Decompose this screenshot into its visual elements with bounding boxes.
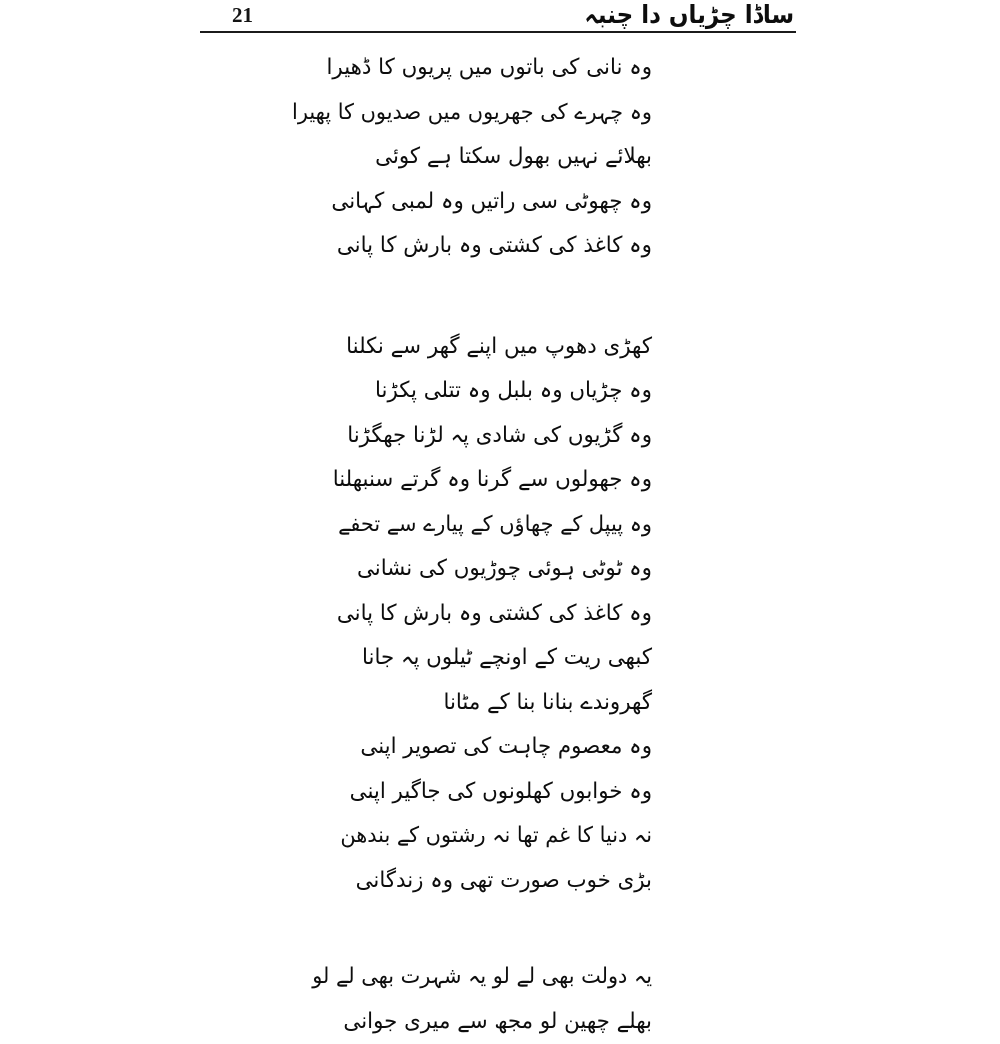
- verse-line: وہ پیپل کے چھاؤں کے پیارے سے تحفے: [20, 503, 652, 548]
- verse-line: وہ خوابوں کھلونوں کی جاگیر اپنی: [20, 770, 652, 815]
- verse-line: وہ نانی کی باتوں میں پریوں کا ڈھیرا: [20, 46, 652, 91]
- page-number: 21: [200, 5, 253, 26]
- verse-line: وہ چڑیاں وہ بلبل وہ تتلی پکڑنا: [20, 369, 652, 414]
- verse-line: بھلائے نہیں بھول سکتا ہے کوئی: [20, 135, 652, 180]
- verse-line: نہ دنیا کا غم تھا نہ رشتوں کے بندھن: [20, 814, 652, 859]
- verse-line: کبھی ریت کے اونچے ٹیلوں پہ جانا: [20, 636, 652, 681]
- stanza-2: [0, 325, 1000, 904]
- verse-line: وہ چھوٹی سی راتیں وہ لمبی کہانی: [20, 180, 652, 225]
- verse-line: یہ دولت بھی لے لو یہ شہرت بھی لے لو: [20, 955, 652, 1000]
- verse-line: بڑی خوب صورت تھی وہ زندگانی: [20, 859, 652, 904]
- header-divider: [200, 31, 796, 33]
- page-header: [200, 0, 796, 30]
- verse-line: کھڑی دھوپ میں اپنے گھر سے نکلنا: [20, 325, 652, 370]
- stanza-1: [0, 46, 1000, 269]
- book-title: ساڈا چڑیاں دا چنبہ: [584, 1, 796, 29]
- verse-line: وہ گڑیوں کی شادی پہ لڑنا جھگڑنا: [20, 414, 652, 459]
- verse-line: وہ کاغذ کی کشتی وہ بارش کا پانی: [20, 224, 652, 269]
- verse-line: وہ چہرے کی جھریوں میں صدیوں کا پھیرا: [20, 91, 652, 136]
- verse-line: وہ معصوم چاہت کی تصویر اپنی: [20, 725, 652, 770]
- verse-line: بھلے چھین لو مجھ سے میری جوانی: [20, 1000, 652, 1044]
- verse-line: وہ ٹوٹی ہوئی چوڑیوں کی نشانی: [20, 547, 652, 592]
- verse-line: گھروندے بنانا بنا کے مٹانا: [20, 681, 652, 726]
- verse-line: وہ جھولوں سے گرنا وہ گرتے سنبھلنا: [20, 458, 652, 503]
- verse-line: وہ کاغذ کی کشتی وہ بارش کا پانی: [20, 592, 652, 637]
- poem-body: [0, 40, 1000, 1044]
